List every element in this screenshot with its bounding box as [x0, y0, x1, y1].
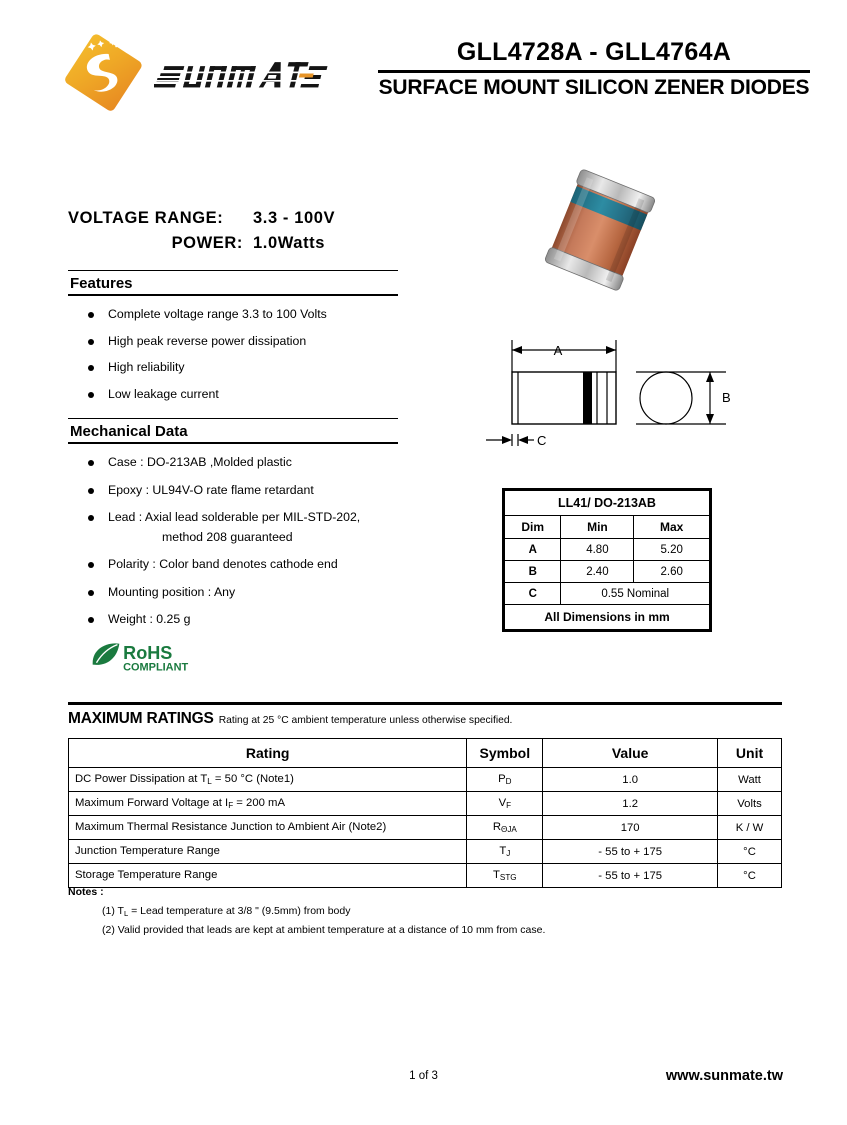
mechanical-text: Epoxy : UL94V-O rate flame retardant	[108, 482, 314, 497]
dim-nominal-value: 0.55 Nominal	[561, 583, 710, 605]
rating-symbol: $T_{STG}$	[467, 864, 543, 888]
dim-max: 2.60	[634, 561, 710, 583]
note-1: (1) $T_L$ = Lead temperature at 3/8 " (9.5mm) from body	[102, 905, 351, 918]
svg-text:RoHS: RoHS	[123, 642, 173, 663]
rating-description: Maximum Thermal Resistance Junction to Ambient Air (Note2)	[69, 816, 467, 840]
notes-title: Notes :	[68, 886, 104, 898]
table-row	[505, 516, 710, 539]
rating-description: Junction Temperature Range	[69, 840, 467, 864]
rating-value: 1.0	[543, 768, 718, 792]
rating-unit: Volts	[718, 792, 782, 816]
rating-description: Storage Temperature Range	[69, 864, 467, 888]
table-row	[505, 539, 710, 561]
rating-unit: Watt	[718, 768, 782, 792]
dimension-table	[502, 488, 712, 632]
table-row	[69, 816, 782, 840]
dim-c-label: C	[537, 433, 547, 448]
sunmate-diamond-icon	[62, 32, 140, 110]
power-label: POWER:	[171, 234, 243, 252]
rating-value: 1.2	[543, 792, 718, 816]
mechanical-list	[68, 453, 398, 630]
features-list	[68, 305, 398, 404]
title-divider	[378, 70, 810, 73]
list-item	[68, 555, 398, 575]
notes-section	[68, 886, 768, 939]
list-item	[68, 481, 398, 501]
rating-value: 170	[543, 816, 718, 840]
table-row	[69, 792, 782, 816]
maximum-ratings-subtitle: Rating at 25 °C ambient temperature unless otherwise specified.	[218, 715, 513, 726]
col-header-rating: Rating	[69, 739, 467, 768]
dim-table-footer: All Dimensions in mm	[505, 605, 710, 630]
table-row	[69, 768, 782, 792]
table-header-row	[69, 739, 782, 768]
mechanical-text: Weight : 0.25 g	[108, 612, 191, 626]
voltage-range-label: VOLTAGE RANGE:	[68, 209, 224, 227]
maximum-ratings-title: MAXIMUM RATINGS	[68, 710, 214, 727]
note-2: (2) Valid provided that leads are kept at ambient temperature at a distance of 10 mm from case.	[102, 923, 546, 936]
dim-b-label: B	[722, 390, 731, 405]
table-row	[69, 840, 782, 864]
features-rule-bottom	[68, 294, 398, 296]
page-subtitle: SURFACE MOUNT SILICON ZENER DIODES	[378, 76, 810, 99]
mechanical-text: Lead : Axial lead solderable per MIL-STD-202,	[108, 510, 361, 524]
min-col-header: Min	[561, 516, 634, 539]
mechanical-text: Mounting position : Any	[108, 584, 236, 599]
title-block	[378, 36, 810, 101]
rating-symbol: $T_J$	[467, 840, 543, 864]
left-column	[68, 206, 398, 686]
col-header-unit: Unit	[718, 739, 782, 768]
table-row	[505, 583, 710, 605]
rating-unit: °C	[718, 840, 782, 864]
dim-a-label: A	[553, 343, 563, 358]
list-item	[68, 610, 398, 630]
max-col-header: Max	[634, 516, 710, 539]
feature-text: High reliability	[108, 360, 185, 374]
mechanical-text: Case : DO-213AB ,Molded plastic	[108, 455, 292, 469]
mechanical-text-continued: method 208 guaranteed	[162, 529, 293, 544]
dim-name: C	[505, 583, 561, 605]
dim-col-header: Dim	[505, 516, 561, 539]
dimension-drawing-svg	[470, 330, 760, 460]
feature-text: Complete voltage range 3.3 to 100 Volts	[108, 307, 327, 321]
sunmate-wordmark	[154, 60, 329, 94]
features-heading: Features	[70, 275, 133, 292]
list-item	[68, 305, 398, 325]
rating-unit: K / W	[718, 816, 782, 840]
page-title: GLL4728A - GLL4764A	[456, 38, 732, 66]
voltage-range-value: 3.3 - 100V	[253, 209, 336, 227]
feature-text: Low leakage current	[108, 386, 219, 401]
table-row	[505, 605, 710, 630]
col-header-symbol: Symbol	[467, 739, 543, 768]
features-section	[68, 270, 398, 404]
maximum-ratings-table	[68, 738, 782, 888]
rating-symbol: $R_{\Theta JA}$	[467, 816, 543, 840]
dim-name: B	[505, 561, 561, 583]
rating-value: - 55 to + 175	[543, 840, 718, 864]
website-link[interactable]: www.sunmate.tw	[665, 1068, 783, 1084]
rohs-compliant-icon	[86, 638, 206, 678]
page-number: 1 of 3	[409, 1070, 438, 1082]
list-item	[68, 508, 398, 547]
power-value: 1.0Watts	[253, 234, 326, 252]
list-item	[68, 385, 398, 405]
rating-unit: °C	[718, 864, 782, 888]
list-item	[68, 453, 398, 473]
dim-min: 2.40	[561, 561, 634, 583]
rating-description: Maximum Forward Voltage at $I_F = 200$ mA	[69, 792, 467, 816]
rating-symbol: $P_D$	[467, 768, 543, 792]
table-row	[505, 561, 710, 583]
package-photo	[508, 158, 693, 303]
package-dimension-drawing	[470, 330, 760, 460]
feature-text: High peak reverse power dissipation	[108, 333, 307, 348]
melf-diode-image	[508, 158, 693, 303]
mechanical-rule-bottom	[68, 442, 398, 444]
mechanical-heading: Mechanical Data	[70, 423, 188, 440]
rating-value: - 55 to + 175	[543, 864, 718, 888]
table-row	[505, 491, 710, 516]
list-item	[68, 358, 398, 378]
table-row	[69, 864, 782, 888]
rating-symbol: $V_F$	[467, 792, 543, 816]
list-item	[68, 332, 398, 352]
maximum-ratings-section	[68, 702, 782, 888]
dim-min: 4.80	[561, 539, 634, 561]
page-footer	[0, 1070, 847, 1100]
company-logo	[68, 36, 328, 131]
dim-name: A	[505, 539, 561, 561]
power-row	[68, 231, 398, 256]
dim-max: 5.20	[634, 539, 710, 561]
maximum-ratings-headline	[68, 705, 782, 736]
svg-text:COMPLIANT: COMPLIANT	[123, 660, 189, 673]
mechanical-data-section	[68, 418, 398, 630]
list-item	[68, 583, 398, 603]
voltage-range-row	[68, 206, 398, 231]
mechanical-text: Polarity : Color band denotes cathode end	[108, 557, 338, 571]
dim-table-title: LL41/ DO-213AB	[505, 491, 710, 516]
rohs-badge	[68, 638, 398, 686]
rating-description: DC Power Dissipation at $T_L = 50$ °C (Note1)	[69, 768, 467, 792]
page-header	[0, 0, 847, 140]
col-header-value: Value	[543, 739, 718, 768]
